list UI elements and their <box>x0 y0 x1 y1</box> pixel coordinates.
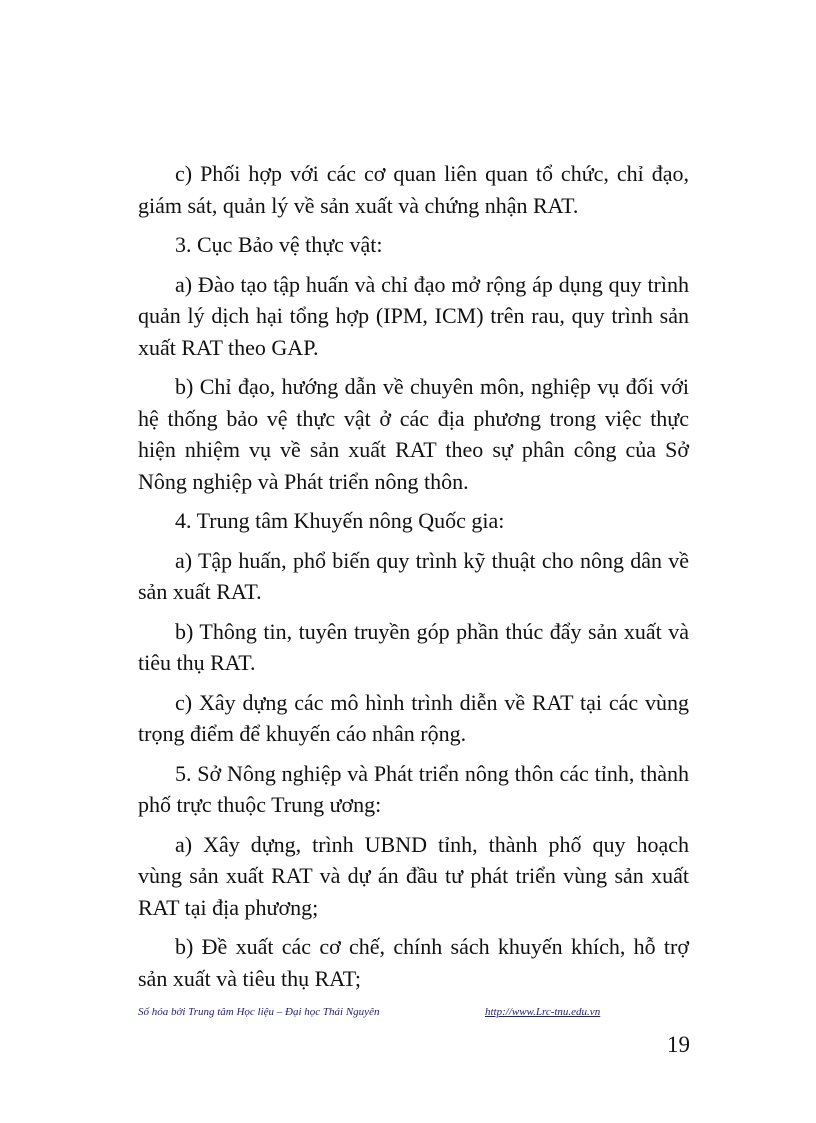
paragraph: b) Thông tin, tuyên truyền góp phần thúc đẩy sản xuất và tiêu thụ RAT. <box>138 618 689 675</box>
footer-credit: Số hóa bởi Trung tâm Học liệu – Đại học Thái Nguyên <box>138 1006 380 1018</box>
page-body <box>138 158 689 1002</box>
section-heading: 3. Cục Bảo vệ thực vật: <box>175 232 383 257</box>
paragraph: b) Đề xuất các cơ chế, chính sách khuyến khích, hỗ trợ sản xuất và tiêu thụ RAT; <box>138 934 689 991</box>
paragraph: c) Phối hợp với các cơ quan liên quan tổ chức, chỉ đạo, giám sát, quản lý về sản xuất và chứng nhận RAT. <box>138 161 689 218</box>
page-number: 19 <box>667 1032 690 1057</box>
paragraph: b) Chỉ đạo, hướng dẫn về chuyên môn, nghiệp vụ đối với hệ thống bảo vệ thực vật ở các địa phương trong việc thực hiện nhiệm vụ về sản xuất RAT theo sự phân công của Sở Nông nghiệp và Phát triển nông thôn. <box>138 374 689 494</box>
section-heading: 4. Trung tâm Khuyến nông Quốc gia: <box>175 508 505 533</box>
paragraph: a) Tập huấn, phổ biến quy trình kỹ thuật cho nông dân về sản xuất RAT. <box>138 547 689 604</box>
paragraph: a) Xây dựng, trình UBND tỉnh, thành phố quy hoạch vùng sản xuất RAT và dự án đầu tư phát triển vùng sản xuất RAT tại địa phương; <box>138 831 689 920</box>
paragraph: c) Xây dựng các mô hình trình diễn về RAT tại các vùng trọng điểm để khuyến cáo nhân rộng. <box>138 689 689 746</box>
paragraph: a) Đào tạo tập huấn và chỉ đạo mở rộng áp dụng quy trình quản lý dịch hại tổng hợp (IPM, ICM) trên rau, quy trình sản xuất RAT theo GAP. <box>138 271 689 360</box>
footer-link[interactable]: http://www.Lrc-tnu.edu.vn <box>485 1006 601 1018</box>
section-heading: 5. Sở Nông nghiệp và Phát triển nông thôn các tỉnh, thành phố trực thuộc Trung ương: <box>138 760 689 817</box>
